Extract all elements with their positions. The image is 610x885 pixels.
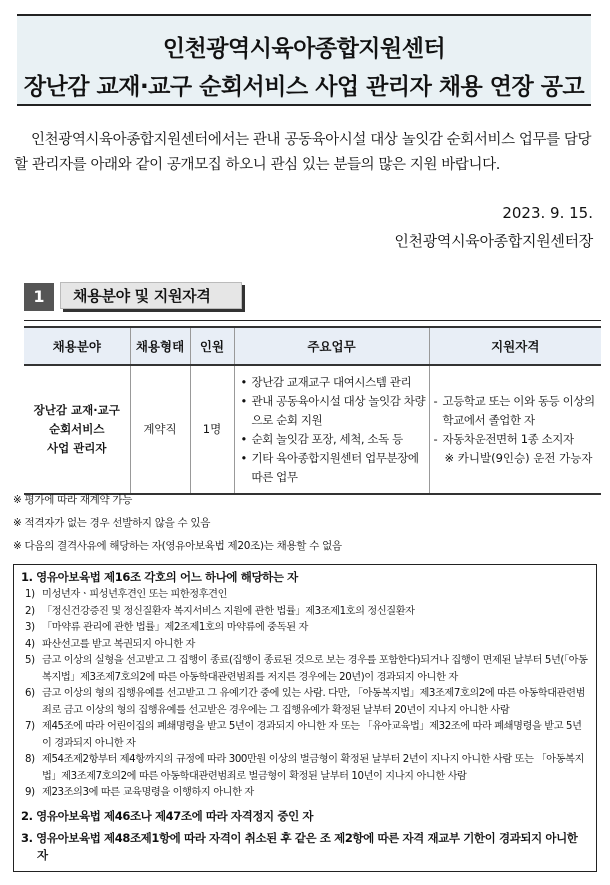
list-item: • 기타 육아종합지원센터 업무분장에 따른 업무	[252, 449, 428, 487]
item-number: 9)	[25, 787, 35, 798]
item-text: 금고 이상의 형의 집행유예를 선고받고 그 유예기간 중에 있는 사람. 다만, 「아동복지법」제3조제7호의2에 따른 아동학대관련범죄로 금고 이상의 형의 집행유예를 선고받은 경우에는 그 집행유예가 확정된 날부터 20년이 지나지 아니한 사람	[42, 688, 586, 716]
job-table	[24, 326, 601, 495]
cell-qualifications	[429, 365, 601, 494]
qual-note: ※ 카니발(9인승) 운전 가능자	[444, 450, 593, 465]
table-row	[24, 365, 601, 494]
list-item	[21, 587, 589, 604]
field-line: 사업 관리자	[46, 441, 107, 455]
note: ※ 평가에 따라 재계약 가능	[13, 494, 133, 506]
section-divider	[24, 320, 601, 321]
disq-heading-2: 2. 영유아보육법 제46조나 제47조에 따라 자격정지 중인 자	[21, 808, 314, 823]
item-number: 7)	[25, 721, 35, 732]
disq-list	[21, 587, 589, 802]
list-item: • 관내 공동육아시설 대상 놀잇감 차량으로 순회 지원	[252, 392, 428, 430]
field-line: 순회서비스	[48, 422, 105, 436]
list-item	[21, 719, 589, 752]
notes	[13, 492, 342, 561]
title-banner	[17, 14, 591, 106]
cell-type: 계약직	[130, 365, 190, 494]
field-line: 장난감 교재·교구	[33, 403, 120, 417]
list-item: • 순회 놀잇감 포장, 세척, 소독 등	[252, 430, 428, 449]
note: ※ 적격자가 없는 경우 선발하지 않을 수 있음	[13, 517, 211, 529]
item-text: 「정신건강증진 및 정신질환자 복지서비스 지원에 관한 법률」제3조제1호의 정신질환자	[42, 605, 415, 617]
header-type: 채용형태	[130, 327, 190, 365]
list-item: • 장난감 교재교구 대여시스템 관리	[252, 373, 428, 392]
item-text: 금고 이상의 실형을 선고받고 그 집행이 종료(집행이 종료된 것으로 보는 경우를 포함한다)되거나 집행이 면제된 날부터 5년(「아동복지법」제3조제7호의2에 따른 아동학대관련범죄를 저지른 경우에는 20년)이 경과되지 아니한 자	[42, 655, 588, 683]
list-item: - 자동차운전면허 1종 소지자	[443, 430, 601, 449]
item-number: 5)	[25, 655, 35, 666]
item-number: 3)	[25, 622, 35, 633]
list-item	[21, 653, 589, 686]
item-text: 「마약류 관리에 관한 법률」제2조제1호의 마약류에 중독된 자	[42, 622, 308, 633]
qualifications-list	[431, 392, 601, 449]
section-number: 1	[24, 283, 54, 311]
section-title: 채용분야 및 지원자격	[60, 282, 242, 309]
disq-heading-1: 1. 영유아보육법 제16조 각호의 어느 하나에 해당하는 자	[21, 570, 298, 584]
list-item	[21, 620, 589, 637]
item-text: 제54조제2항부터 제4항까지의 규정에 따라 300만원 이상의 벌금형이 확정된 날부터 2년이 지나지 아니한 사람 또는 「아동복지법」제3조제7호의2에 따른 아동학대관련범죄로 벌금형이 확정된 날부터 10년이 지나지 아니한 사람	[42, 754, 584, 782]
duties-list	[236, 373, 428, 487]
header-count: 인원	[190, 327, 234, 365]
list-item: - 고등학교 또는 이와 동등 이상의 학교에서 졸업한 자	[443, 392, 601, 430]
notice-title: 장난감 교재·교구 순회서비스 사업 관리자 채용 연장 공고	[23, 74, 585, 100]
intro-paragraph: 인천광역시육아종합지원센터에서는 관내 공동육아시설 대상 놀잇감 순회서비스 업무를 담당할 관리자를 아래와 같이 공개모집 하오니 관심 있는 분들의 많은 지원 바랍니다.	[14, 132, 592, 173]
item-number: 6)	[25, 688, 35, 699]
list-item	[21, 604, 589, 621]
table-header-row	[24, 327, 601, 365]
item-number: 2)	[25, 605, 35, 617]
notice-date: 2023. 9. 15.	[502, 204, 593, 222]
disq-heading-3: 3. 영유아보육법 제48조제1항에 따라 자격이 취소된 후 같은 조 제2항에 따른 자격 재교부 기한이 경과되지 아니한 자	[21, 830, 578, 862]
note: ※ 다음의 결격사유에 해당하는 자(영유아보육법 제20조)는 채용할 수 없음	[13, 540, 342, 552]
cell-count: 1명	[190, 365, 234, 494]
header-duties: 주요업무	[234, 327, 429, 365]
item-number: 4)	[25, 638, 35, 650]
list-item	[21, 686, 589, 719]
list-item	[21, 785, 589, 802]
cell-duties	[234, 365, 429, 494]
header-field: 채용분야	[24, 327, 130, 365]
header-qualifications: 지원자격	[429, 327, 601, 365]
item-number: 1)	[25, 589, 35, 600]
list-item	[21, 752, 589, 785]
list-item	[21, 637, 589, 654]
cell-field	[24, 365, 130, 494]
item-text: 제23조의3에 따른 교육명령을 이행하지 아니한 자	[42, 787, 254, 798]
org-title: 인천광역시육아종합지원센터	[162, 36, 446, 62]
item-text: 파산선고를 받고 복권되지 아니한 자	[42, 638, 195, 650]
item-text: 제45조에 따라 어린이집의 폐쇄명령을 받고 5년이 경과되지 아니한 자 또는 「유아교육법」제32조에 따라 폐쇄명령을 받고 5년이 경과되지 아니한 자	[42, 721, 582, 749]
item-number: 8)	[25, 754, 35, 765]
disqualification-box	[13, 564, 597, 872]
item-text: 미성년자ㆍ피성년후견인 또는 피한정후견인	[42, 589, 228, 600]
issuer: 인천광역시육아종합지원센터장	[394, 232, 593, 250]
